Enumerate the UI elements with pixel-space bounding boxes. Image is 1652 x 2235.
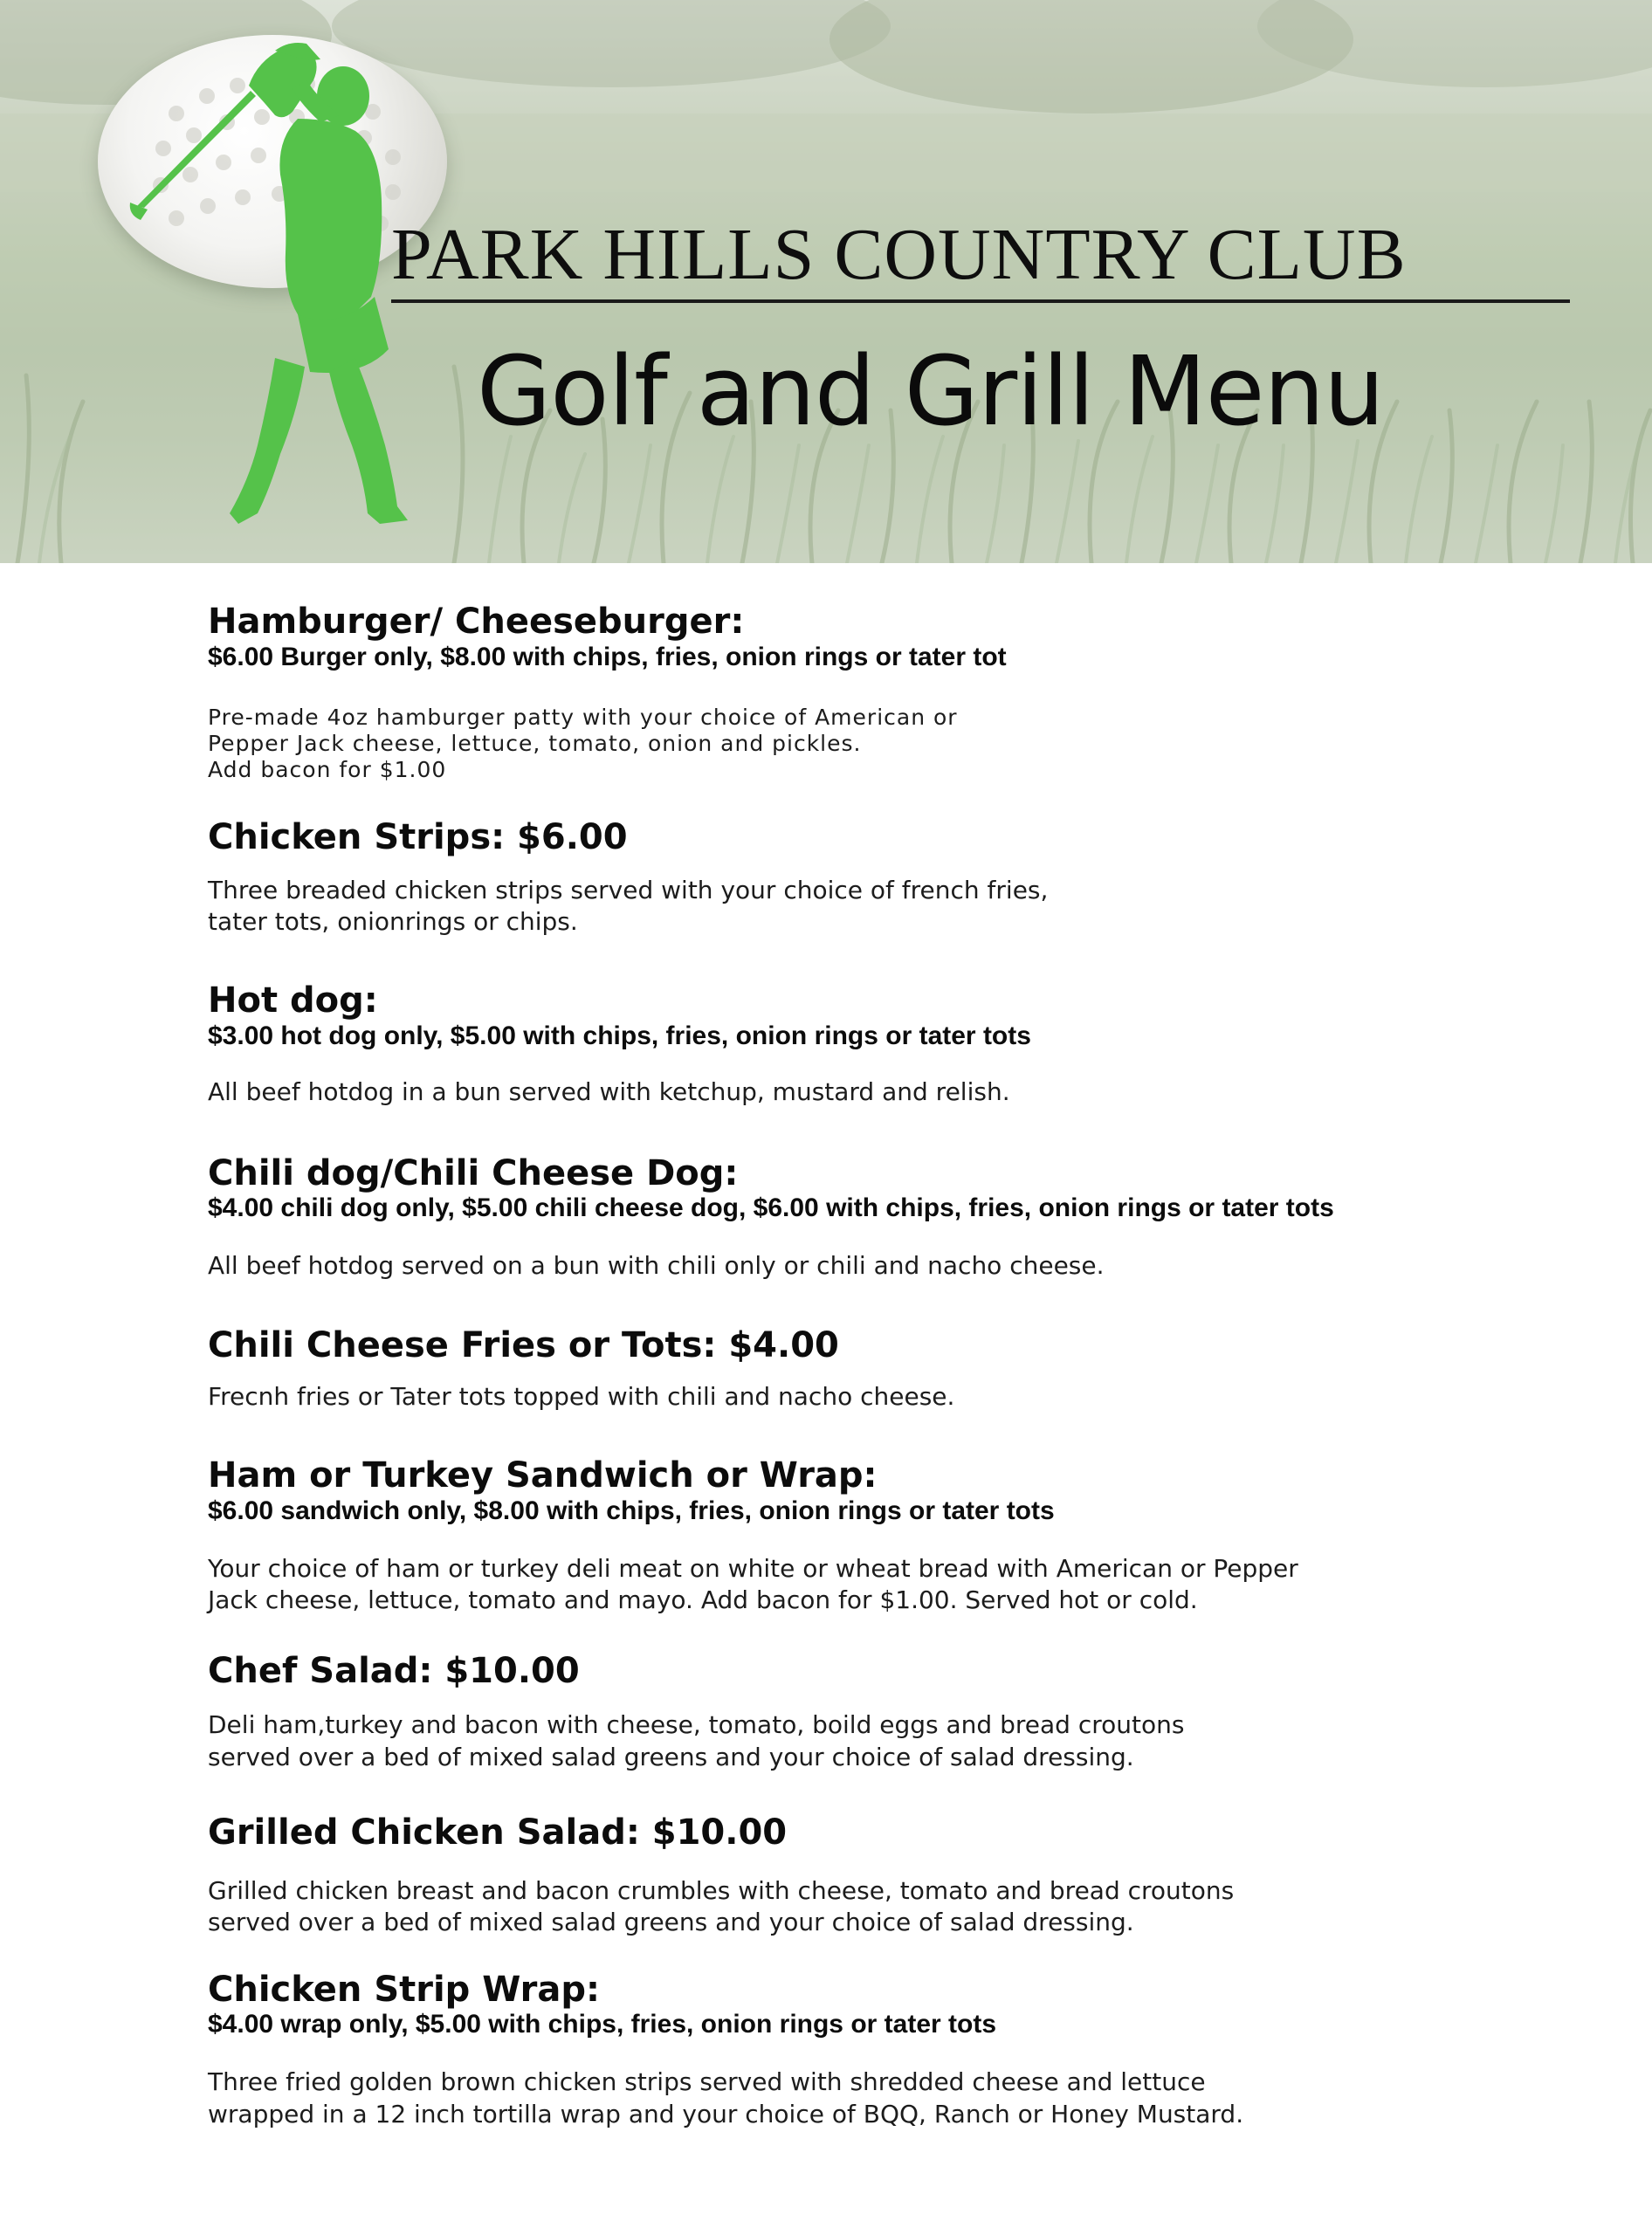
description-line: Frecnh fries or Tater tots topped with chili and nacho cheese. — [208, 1381, 955, 1411]
club-name-heading: PARK HILLS COUNTRY CLUB — [391, 214, 1407, 295]
menu-item-grilled-chicken-salad — [208, 1813, 1544, 1939]
menu-list — [208, 602, 1544, 2130]
description-line: served over a bed of mixed salad greens and your choice of salad dressing. — [208, 1742, 1134, 1771]
item-description — [208, 1250, 1544, 1282]
item-title: Hot dog: — [208, 980, 378, 1021]
item-price: $6.00 Burger only, $8.00 with chips, fries, onion rings or tater tot — [208, 642, 1007, 671]
description-line: All beef hotdog served on a bun with chili only or chili and nacho cheese. — [208, 1251, 1105, 1281]
item-description — [208, 1381, 1544, 1413]
menu-item-hamburger — [208, 602, 1544, 783]
item-title: Chef Salad: $10.00 — [208, 1650, 580, 1691]
menu-item-chili-cheese-fries — [208, 1326, 1544, 1413]
item-title: Chicken Strip Wrap: — [208, 1969, 601, 2010]
item-title: Chili Cheese Fries or Tots: $4.00 — [208, 1324, 839, 1365]
item-price: $4.00 wrap only, $5.00 with chips, fries, onion rings or tater tots — [208, 2010, 997, 2039]
item-title: Ham or Turkey Sandwich or Wrap: — [208, 1454, 878, 1496]
item-description — [208, 2067, 1544, 2130]
description-line: Jack cheese, lettuce, tomato and mayo. Add bacon for $1.00. Served hot or cold. — [208, 1585, 1198, 1615]
item-title: Hamburger/ Cheeseburger: — [208, 602, 745, 642]
menu-item-chicken-strip-wrap — [208, 1970, 1544, 2131]
club-name-underline — [391, 299, 1570, 303]
description-line: served over a bed of mixed salad greens and your choice of salad dressing. — [208, 1908, 1134, 1937]
description-line: Pre-made 4oz hamburger patty with your choice of American or — [208, 704, 958, 730]
item-description — [208, 875, 1544, 939]
item-description — [208, 1553, 1544, 1617]
item-description — [208, 705, 1544, 783]
item-price: $3.00 hot dog only, $5.00 with chips, fries, onion rings or tater tots — [208, 1021, 1031, 1051]
description-line: wrapped in a 12 inch tortilla wrap and your choice of BQQ, Ranch or Honey Mustard. — [208, 2099, 1244, 2128]
description-line: All beef hotdog in a bun served with ketchup, mustard and relish. — [208, 1077, 1010, 1107]
item-price: $4.00 chili dog only, $5.00 chili cheese dog, $6.00 with chips, fries, onion rings or tater tots — [208, 1193, 1334, 1223]
description-line: Grilled chicken breast and bacon crumbles with cheese, tomato and bread croutons — [208, 1875, 1235, 1905]
item-title: Chili dog/Chili Cheese Dog: — [208, 1152, 739, 1193]
menu-item-chicken-strips — [208, 818, 1544, 939]
menu-item-chef-salad — [208, 1652, 1544, 1774]
header-banner — [0, 0, 1652, 563]
menu-title: Golf and Grill Menu — [477, 335, 1384, 447]
item-description — [208, 1709, 1544, 1773]
description-line: Pepper Jack cheese, lettuce, tomato, onion and pickles. — [208, 730, 862, 756]
description-line: Deli ham,turkey and bacon with cheese, tomato, boild eggs and bread croutons — [208, 1710, 1185, 1740]
golfer-silhouette-icon — [127, 35, 415, 524]
menu-item-ham-turkey-sandwich — [208, 1456, 1544, 1617]
item-description — [208, 1875, 1544, 1939]
description-line: Your choice of ham or turkey deli meat on white or wheat bread with American or Pepper — [208, 1553, 1298, 1583]
menu-item-hot-dog — [208, 981, 1544, 1108]
item-title: Grilled Chicken Salad: $10.00 — [208, 1812, 788, 1853]
menu-item-chili-dog — [208, 1154, 1544, 1283]
description-line: Three fried golden brown chicken strips served with shredded cheese and lettuce — [208, 2067, 1206, 2097]
description-line: Three breaded chicken strips served with your choice of french fries, — [208, 875, 1049, 904]
item-price: $6.00 sandwich only, $8.00 with chips, fries, onion rings or tater tots — [208, 1496, 1055, 1525]
item-description — [208, 1076, 1544, 1108]
description-line: tater tots, onionrings or chips. — [208, 906, 578, 936]
description-line: Add bacon for $1.00 — [208, 756, 447, 782]
item-title: Chicken Strips: $6.00 — [208, 816, 628, 857]
